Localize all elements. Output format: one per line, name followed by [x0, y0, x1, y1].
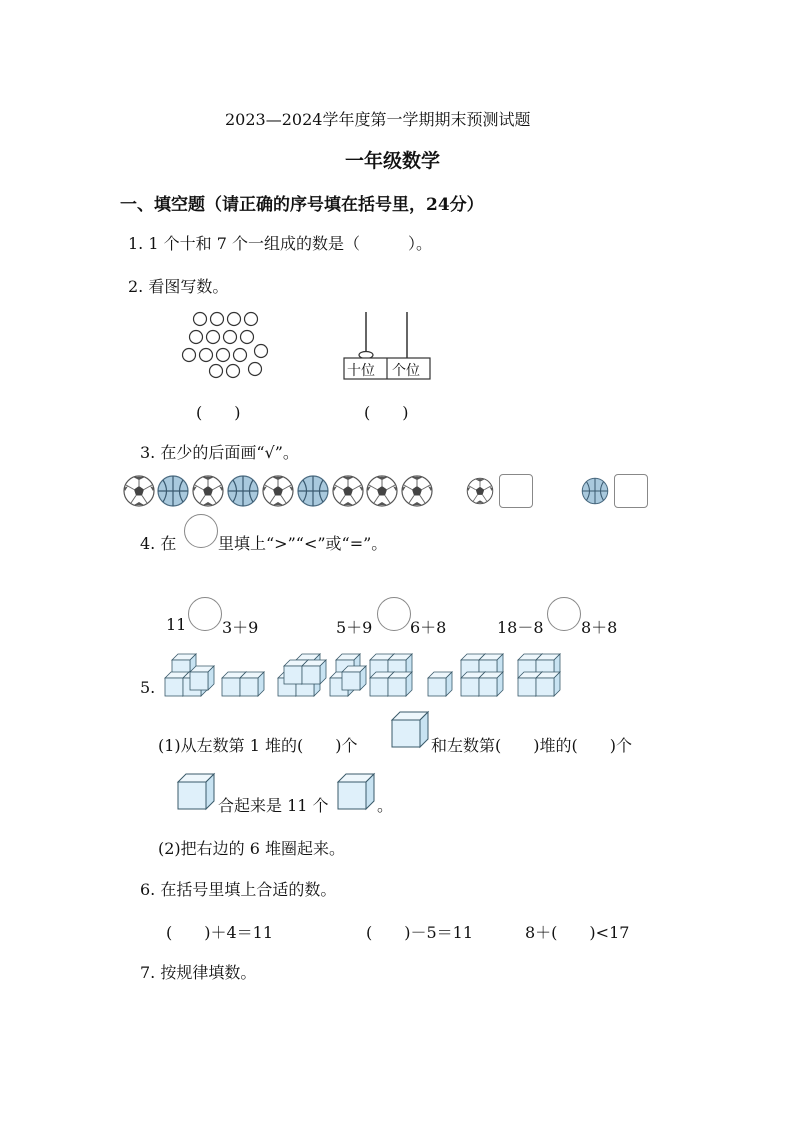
basketball-icon	[228, 476, 258, 506]
compare-circle-2[interactable]	[377, 597, 411, 631]
soccer-ball-icon	[367, 476, 397, 506]
abacus-ones-label: 个位	[392, 363, 420, 379]
cube-icon	[302, 660, 326, 684]
abacus-tens-label: 十位	[347, 363, 375, 379]
question-3: 3. 在少的后面画“√”。	[140, 443, 299, 462]
compare-circle-3[interactable]	[547, 597, 581, 631]
compare-left-1: 11	[166, 615, 187, 634]
question-2: 2. 看图写数。	[128, 277, 229, 296]
question-4-suffix: 里填上“>”“<”或“=”。	[218, 534, 388, 553]
soccer-ball-icon	[467, 478, 493, 504]
soccer-ball-icon	[263, 476, 293, 506]
section-heading: 一、填空题（请正确的序号填在括号里，24分）	[120, 195, 484, 215]
compare-right-1: 3＋9	[222, 618, 259, 637]
basketball-icon	[158, 476, 188, 506]
equation-1[interactable]: ( )＋4＝11	[166, 923, 274, 942]
cube-icon	[176, 772, 216, 812]
page-subtitle: 一年级数学	[345, 150, 441, 172]
question-4-prefix: 4. 在	[140, 534, 177, 553]
compare-right-2: 6＋8	[410, 618, 447, 637]
cube-icon	[536, 672, 560, 696]
balls-row	[120, 472, 794, 512]
equation-2[interactable]: ( )－5＝11	[366, 923, 474, 942]
answer-box-basketball[interactable]	[614, 474, 648, 508]
soccer-ball-icon	[402, 476, 432, 506]
question-5-number: 5.	[140, 678, 156, 697]
basketball-icon	[298, 476, 328, 506]
cube-icon	[240, 672, 264, 696]
soccer-ball-icon	[333, 476, 363, 506]
soccer-ball-icon	[193, 476, 223, 506]
circles-group	[178, 305, 278, 385]
q5-sub1-part-a: (1)从左数第 1 堆的( )个	[158, 736, 358, 755]
cube-icon	[388, 672, 412, 696]
question-6: 6. 在括号里填上合适的数。	[140, 880, 337, 899]
question-7: 7. 按规律填数。	[140, 963, 257, 982]
cube-icon	[342, 666, 366, 690]
compare-left-2: 5＋9	[336, 618, 373, 637]
basketball-icon	[582, 478, 608, 504]
q5-sub1-part-c: 合起来是 11 个	[218, 796, 329, 815]
q5-sub1-part-d: 。	[377, 796, 394, 815]
answer-box-soccer[interactable]	[499, 474, 533, 508]
cube-icon	[336, 772, 376, 812]
cube-stacks	[160, 640, 580, 700]
soccer-ball-icon	[124, 476, 154, 506]
cube-icon	[479, 672, 503, 696]
compare-circle-1[interactable]	[188, 597, 222, 631]
answer-blank-circles[interactable]: ( )	[196, 403, 241, 422]
question-1: 1. 1 个十和 7 个一组成的数是（ ）。	[128, 234, 432, 253]
compare-right-3: 8＋8	[581, 618, 618, 637]
q5-sub2: (2)把右边的 6 堆圈起来。	[158, 839, 346, 858]
compare-circle-icon	[184, 514, 218, 548]
cube-icon	[390, 710, 430, 750]
q5-sub1-part-b: 和左数第( )堆的( )个	[431, 736, 632, 755]
compare-left-3: 18－8	[497, 618, 544, 637]
answer-blank-abacus[interactable]: ( )	[364, 403, 409, 422]
cube-icon	[190, 666, 214, 690]
cube-icon	[428, 672, 452, 696]
equation-3[interactable]: 8＋( )<17	[525, 923, 630, 942]
page-title: 2023—2024学年度第一学期期末预测试题	[225, 110, 531, 129]
